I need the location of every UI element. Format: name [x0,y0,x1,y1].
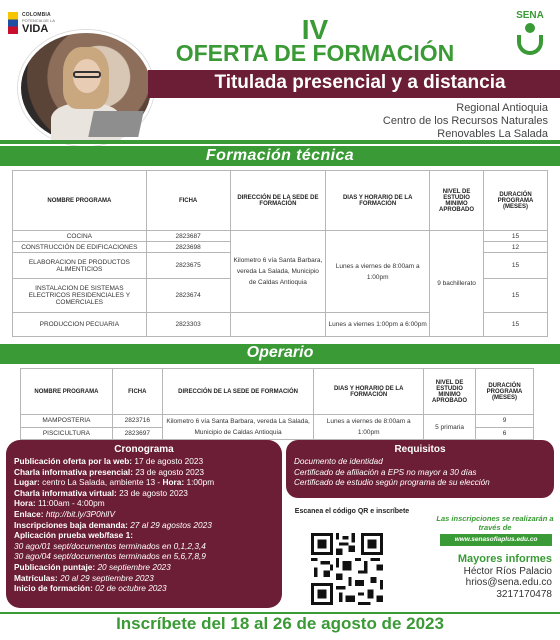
ficha-cell: 2823687 [146,231,230,242]
table-header-row [13,171,548,231]
enlace-link[interactable]: http://bit.ly/3P0hlIV [43,508,115,519]
col-header: DIRECCIÓN DE LA SEDE DE FORMACIÓN [162,369,314,415]
regional-line: Regional Antioquia [456,102,548,114]
regional-line: Renovables La Salada [437,128,548,140]
nivel-cell: 5 primaria [424,415,476,440]
cronograma-line: 30 ago/04 sept/documentos terminados en 5,6,7,8,9 [14,551,206,562]
col-header: DURACIÓN PROGRAMA (MESES) [484,171,548,231]
sofiaplus-link[interactable]: www.senasofiaplus.edu.co [440,534,552,546]
horario-cell: Lunes a viernes de 8:00am a 1:00pm [314,415,424,440]
duracion-cell: 15 [484,231,548,242]
nivel-cell: 9 bachillerato [430,231,484,337]
requisito-item: Certificado de afiliación a EPS no mayor a 30 días [294,467,477,477]
programa-cell: INSTALACION DE SISTEMAS ELECTRICOS RESIDENCIALES Y COMERCIALES [13,279,147,313]
cronograma-line: Inicio de formación: 02 de octubre 2023 [14,583,167,594]
edition-number: IV [301,14,329,45]
col-header: NOMBRE PROGRAMA [21,369,113,415]
inscripciones-text: Las inscripciones se realizarán a través de [436,514,554,532]
regional-info [383,102,548,141]
cronograma-line: Publicación oferta por la web: 17 de agosto 2023 [14,456,204,466]
cronograma-line: Charla informativa virtual: 23 de agosto 2023 [14,487,188,498]
table-row [21,415,534,428]
sena-logo [508,10,552,58]
duracion-cell: 15 [484,279,548,313]
col-header: DIRECCIÓN DE LA SEDE DE FORMACIÓN [230,171,326,231]
horario-cell: Lunes a viernes de 8:00am a 1:00pm [326,231,430,313]
cta-banner: Inscríbete del 18 al 26 de agosto de 2023 [116,614,444,633]
direccion-cell-empty [230,313,326,337]
sena-logo-text: SENA [516,10,544,21]
col-header: FICHA [112,369,162,415]
subtitle: Titulada presencial y a distancia [214,72,506,93]
duracion-cell: 9 [476,415,534,428]
duracion-cell: 6 [476,427,534,440]
cronograma-line: Publicación puntaje: 20 septiembre 2023 [14,561,171,572]
cronograma-line: 30 ago/01 sept/documentos terminados en 0,1,2,3,4 [14,540,206,551]
programa-cell: MAMPOSTERIA [21,415,113,428]
ficha-cell: 2823303 [146,313,230,337]
duracion-cell: 15 [484,313,548,337]
cronograma-line: Charla informativa presencial: 23 de agosto 2023 [14,466,205,477]
requisitos-box [286,440,554,498]
ficha-cell: 2823698 [146,242,230,253]
tecnica-table [12,170,548,337]
section-title-operario: Operario [246,344,314,361]
section-title-tecnica: Formación técnica [205,147,355,164]
cronograma-line: Inscripciones baja demanda: 27 al 29 agostos 2023 [14,519,212,530]
programa-cell: COCINA [13,231,147,242]
ficha-cell: 2823697 [112,427,162,440]
requisitos-title: Requisitos [394,444,446,455]
cronograma-line: Enlace: http://bit.ly/3P0hlIV [14,508,115,519]
regional-line: Centro de los Recursos Naturales [382,115,548,127]
ficha-cell: 2823674 [146,279,230,313]
col-header: DIAS Y HORARIO DE LA FORMACIÓN [314,369,424,415]
cronograma-line: Matrículas: 20 al 29 septiembre 2023 [14,572,154,583]
horario-cell: Lunes a viernes 1:00pm a 6:00pm [326,313,430,337]
contact-title: Mayores informes [457,553,552,565]
qr-caption: Escanea el código QR e inscríbete [294,508,410,515]
sena-icon [513,23,547,57]
programa-cell: PRODUCCION PECUARIA [13,313,147,337]
col-header: DIAS Y HORARIO DE LA FORMACIÓN [326,171,430,231]
divider [0,140,560,144]
ficha-cell: 2823716 [112,415,162,428]
requisito-item: Documento de identidad [294,457,383,466]
operario-table [20,368,534,440]
cronograma-title: Cronograma [114,444,174,455]
programa-cell: ELABORACION DE PRODUCTOS ALIMENTICIOS [13,253,147,279]
col-header: NIVEL DE ESTUDIO MINIMO APROBADO [430,171,484,231]
table-header-row [21,369,534,415]
qr-code-icon[interactable] [308,530,386,608]
logo-line1: COLOMBIA [22,12,51,18]
duracion-cell: 12 [484,242,548,253]
table-row [13,231,548,242]
cronograma-line: Lugar: centro La Salada, ambiente 13 - Hora: 1:00pm [14,477,215,488]
contact-email[interactable]: hrios@sena.edu.co [465,577,552,588]
direccion-cell: Kilometro 6 vía Santa Barbara, vereda La Salada, Municipio de Caldas Antioquia [162,415,314,440]
col-header: DURACIÓN PROGRAMA (MESES) [476,369,534,415]
logo-line2: POTENCIA DE LA [22,18,55,23]
logo-line3: VIDA [22,23,49,35]
duracion-cell: 15 [484,253,548,279]
contact-name: Héctor Ríos Palacio [463,565,552,577]
contact-phone: 3217170478 [496,588,552,600]
cronograma-line: Aplicación prueba web/fase 1: [14,530,133,541]
col-header: NOMBRE PROGRAMA [13,171,147,231]
ficha-cell: 2823675 [146,253,230,279]
contact-info [420,554,552,600]
col-header: NIVEL DE ESTUDIO MINIMO APROBADO [424,369,476,415]
cronograma-box [6,440,282,608]
direccion-cell: Kilometro 6 vía Santa Barbara, vereda La Salada, Municipio de Caldas Antioquia [230,231,326,313]
col-header: FICHA [146,171,230,231]
page-title: OFERTA DE FORMACIÓN [175,40,455,66]
cronograma-line: Hora: 11:00am - 4:00pm [14,498,105,509]
requisito-item: Certificado de estudio según programa de su elección [294,478,490,487]
programa-cell: PISCICULTURA [21,427,113,440]
programa-cell: CONSTRUCCIÓN DE EDIFICACIONES [13,242,147,253]
